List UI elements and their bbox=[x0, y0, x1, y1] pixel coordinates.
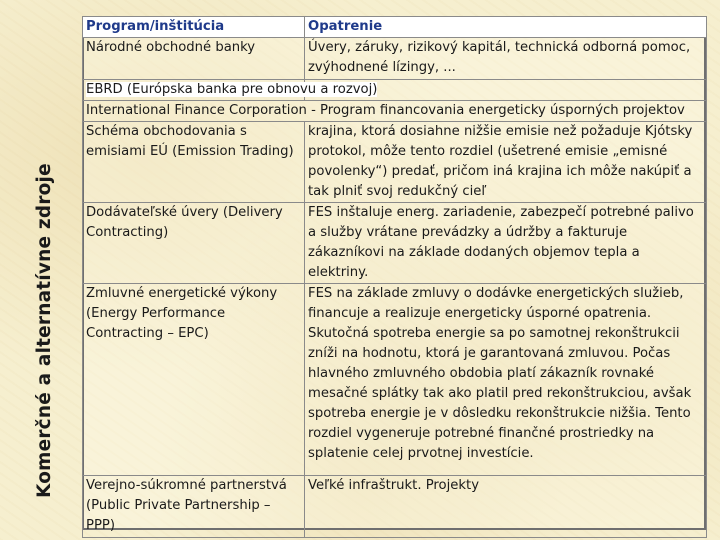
table-row bbox=[83, 203, 707, 284]
cell-measure: FES inštaluje energ. zariadenie, zabezpečí potrebné palivo a služby vrátane prevádzky a údržby a fakturuje zákazníkovi na základe dodaných objemov tepla a elektriny. bbox=[305, 203, 707, 284]
cell-program-span: International Finance Corporation - Program financovania energeticky úsporných projektov bbox=[83, 101, 707, 122]
cell-program: Dodávateľské úvery (Delivery Contracting) bbox=[83, 203, 305, 284]
cell-measure: FES na základe zmluvy o dodávke energetických služieb, financuje a realizuje energeticky úsporné opatrenia. Skutočná spotreba energie sa po samotnej rekonštrukcii zníži na hodnotu, ktorá je garantovaná zmluvou. Počas hlavného zmluvného obdobia platí zákazník rovnaké mesačné splátky tak ako platil pred rekonštrukciou, avšak spotreba energie je v dôsledku rekonštrukcie nižšia. Tento rozdiel vygeneruje potrebné finančné prostriedky na splatenie celej prvotnej investície. bbox=[305, 284, 707, 476]
cell-program bbox=[83, 80, 378, 101]
cell-program: Národné obchodné banky bbox=[83, 38, 305, 80]
table-row bbox=[83, 476, 707, 538]
cell-program: Schéma obchodovania s emisiami EÚ (Emission Trading) bbox=[83, 122, 305, 203]
table-row bbox=[83, 80, 707, 101]
cell-measure: Úvery, záruky, rizikový kapitál, technická odborná pomoc, zvýhodnené lízingy, ... bbox=[305, 38, 707, 80]
cell-program: Zmluvné energetické výkony (Energy Performance Contracting – EPC) bbox=[83, 284, 305, 476]
table-header-row bbox=[83, 17, 707, 38]
cell-measure: krajina, ktorá dosiahne nižšie emisie než požaduje Kjótsky protokol, môže tento rozdiel (ušetrené emisie „emisné povolenky“) predať, pričom iná krajina ich môže nakúpiť a tak plniť svoj redukčný cieľ bbox=[305, 122, 707, 203]
header-program: Program/inštitúcia bbox=[83, 17, 305, 38]
cell-measure: Veľké infraštrukt. Projekty bbox=[305, 476, 707, 538]
table-row bbox=[83, 122, 707, 203]
financing-table bbox=[82, 16, 707, 538]
side-title: Komerčné a alternatívne zdroje bbox=[34, 163, 55, 498]
table-row bbox=[83, 284, 707, 476]
header-measure: Opatrenie bbox=[305, 17, 707, 38]
cell-program-text: EBRD (Európska banka pre obnovu a rozvoj) bbox=[86, 82, 378, 97]
cell-program: Verejno-súkromné partnerstvá (Public Private Partnership – PPP) bbox=[83, 476, 305, 538]
table-row bbox=[83, 101, 707, 122]
table-row bbox=[83, 38, 707, 80]
